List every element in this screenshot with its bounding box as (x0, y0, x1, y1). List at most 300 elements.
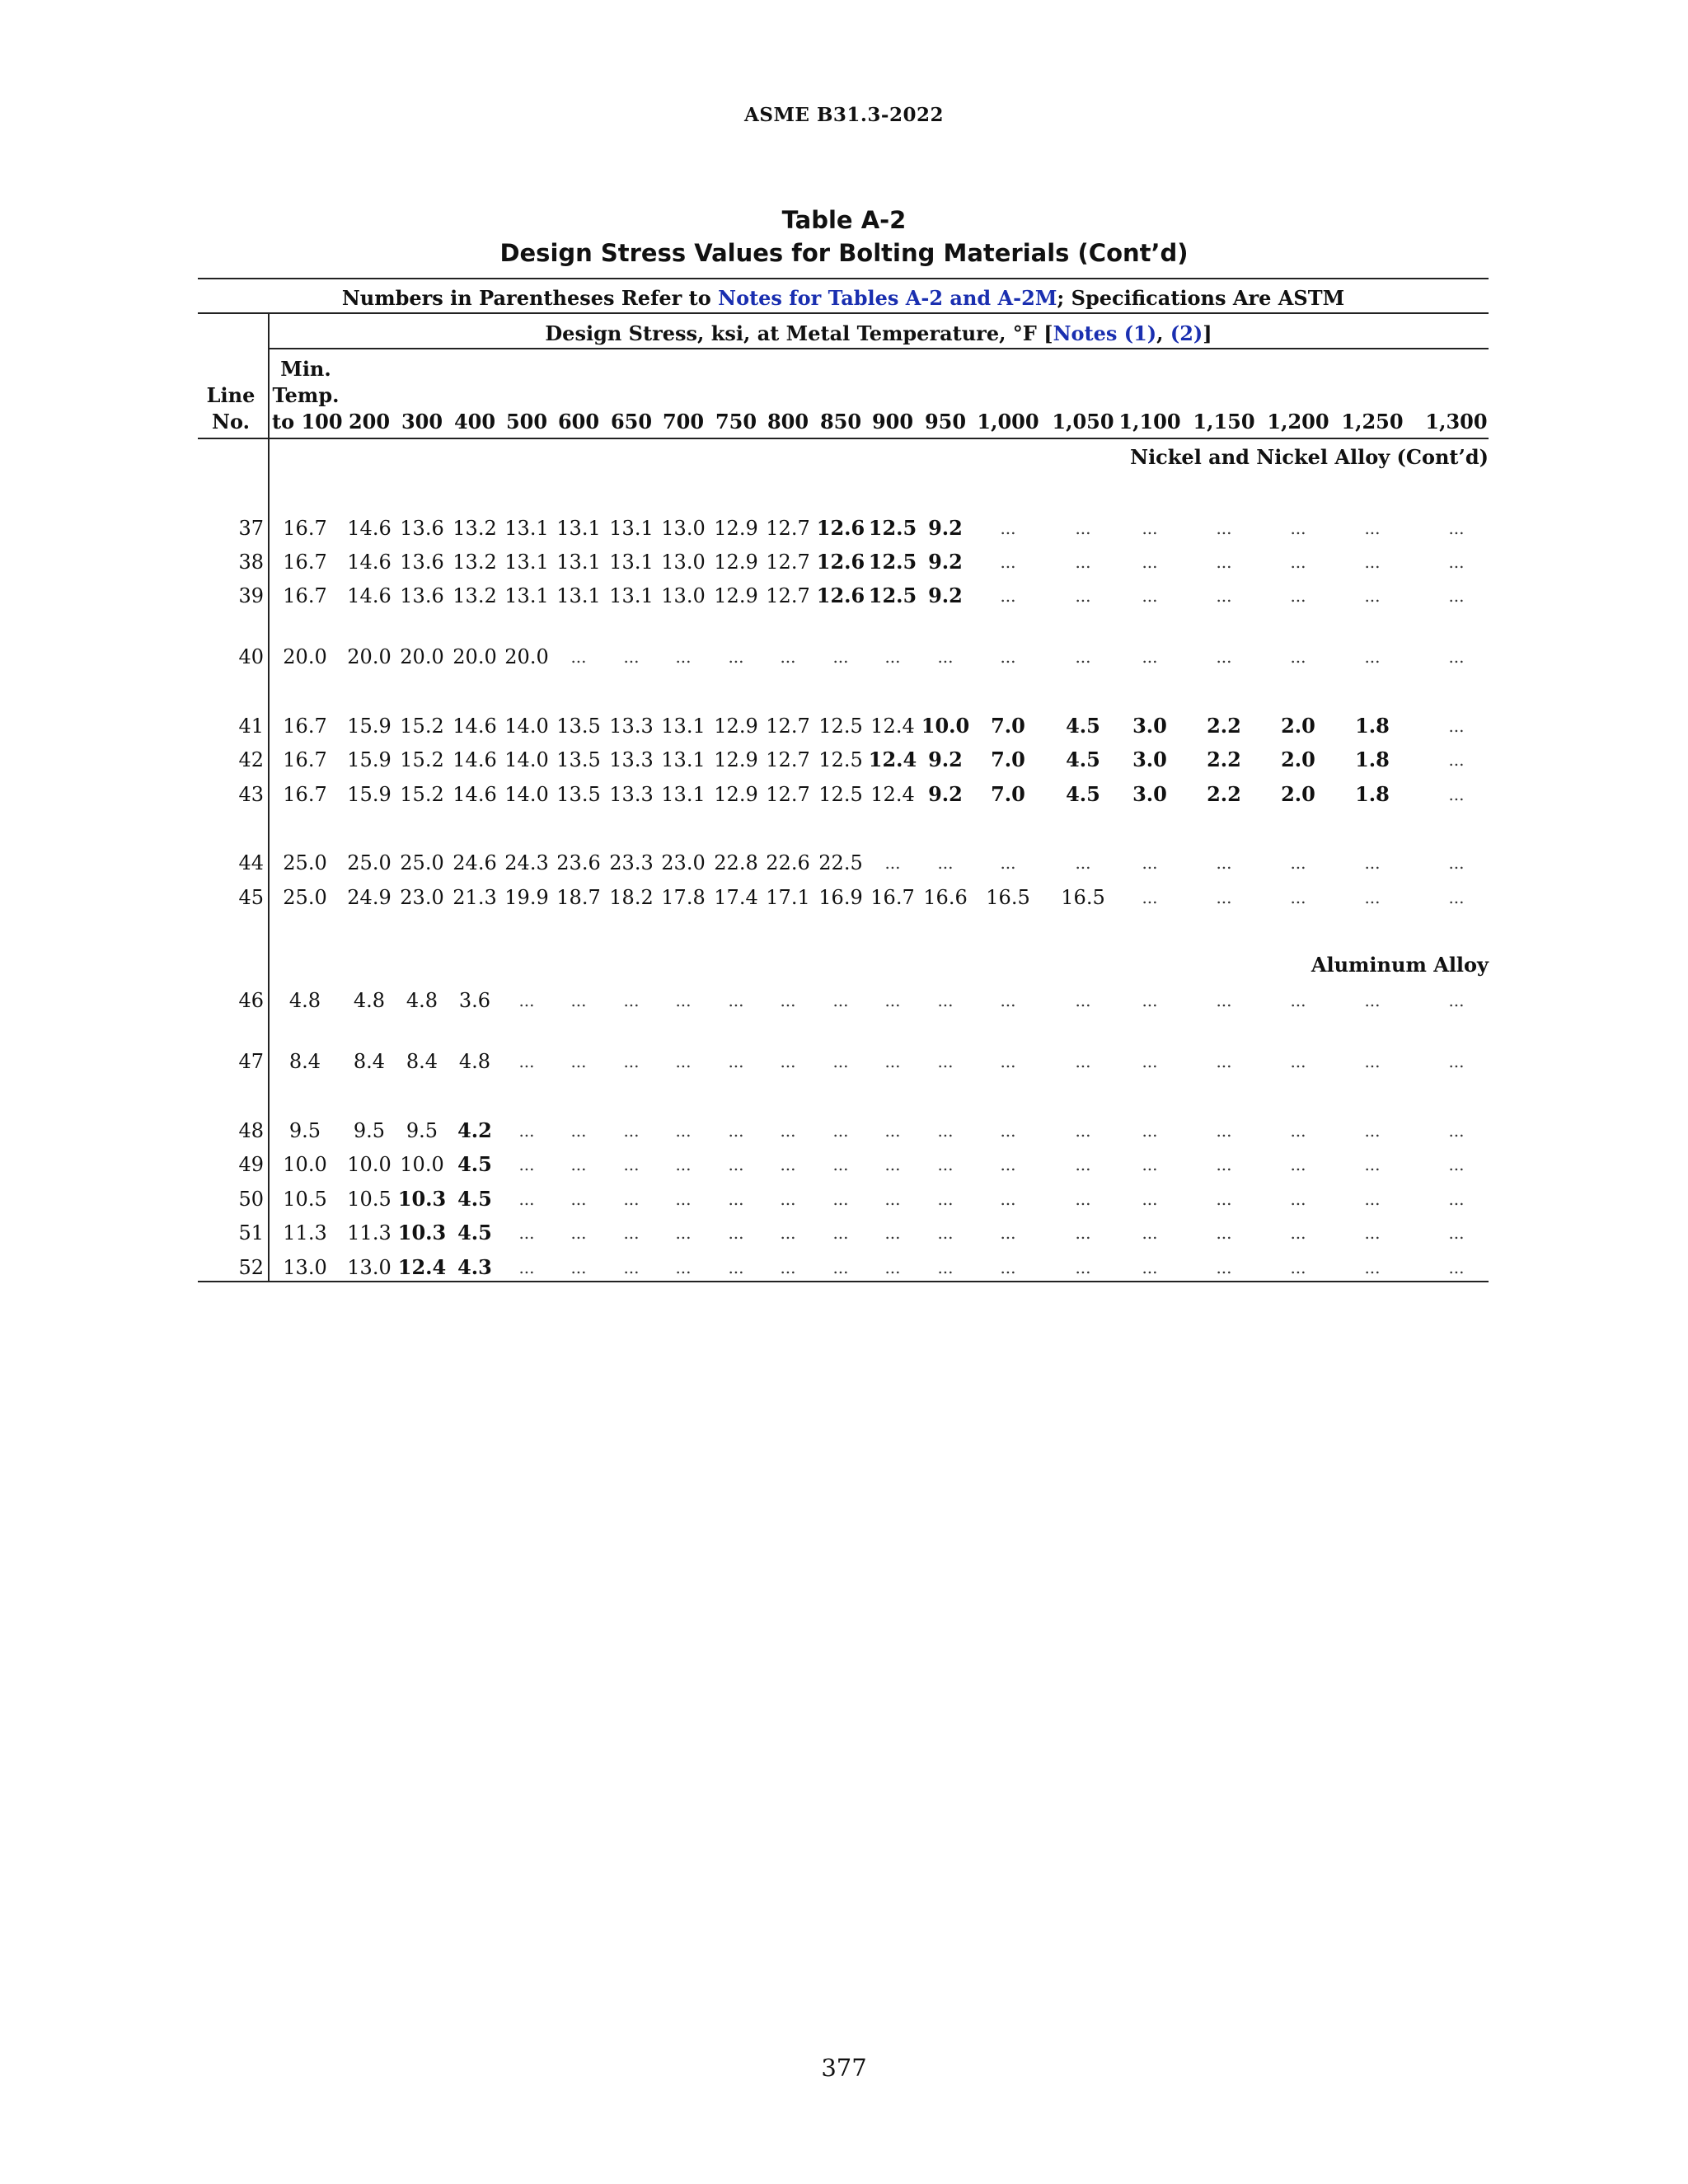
table-cell: 9.2 (928, 583, 963, 607)
table-cell: 7.0 (991, 782, 1025, 806)
min-temp-label-2: Temp. (272, 383, 340, 407)
table-cell: 14.6 (347, 584, 392, 607)
table-cell: 13.3 (609, 748, 654, 771)
table-cell: 12.5 (818, 783, 863, 806)
table-cell: 13.6 (400, 551, 444, 574)
line-number: 39 (238, 584, 264, 607)
table-cell-empty: ... (1290, 991, 1306, 1010)
table-cell-empty: ... (570, 1052, 587, 1071)
table-cell-empty: ... (1448, 716, 1465, 736)
page-number: 377 (821, 2054, 867, 2082)
table-cell-empty: ... (728, 1223, 744, 1243)
table-cell-empty: ... (1364, 1258, 1381, 1277)
table-cell-empty: ... (728, 1189, 744, 1209)
table-cell: 1.8 (1355, 782, 1390, 806)
table-cell: 12.7 (766, 517, 810, 540)
table-cell-empty: ... (1216, 991, 1232, 1010)
notes-reference-row (198, 286, 1489, 310)
table-cell: 10.0 (283, 1153, 327, 1176)
table-cell: 13.6 (400, 584, 444, 607)
table-cell: 24.3 (504, 851, 549, 874)
table-cell: 8.4 (353, 1050, 386, 1073)
column-header-rule (198, 438, 1489, 439)
table-cell-empty: ... (570, 647, 587, 667)
line-no-header (198, 382, 264, 435)
table-cell: 12.7 (766, 715, 810, 738)
temp-header-900: 900 (871, 410, 914, 434)
line-number: 50 (238, 1188, 264, 1211)
table-cell-empty: ... (1216, 1223, 1232, 1243)
table-cell-empty: ... (937, 1189, 954, 1209)
table-cell-empty: ... (832, 1155, 849, 1174)
table-cell: 13.3 (609, 783, 654, 806)
table-cell-empty: ... (937, 1155, 954, 1174)
table-cell-empty: ... (675, 1155, 692, 1174)
table-cell: 12.7 (766, 783, 810, 806)
table-cell: 13.1 (609, 584, 654, 607)
table-cell: 13.2 (452, 551, 497, 574)
table-cell: 25.0 (283, 886, 327, 909)
table-cell-empty: ... (1000, 647, 1016, 667)
table-cell: 20.0 (504, 645, 549, 668)
table-cell: 11.3 (283, 1221, 327, 1244)
table-cell: 9.2 (928, 516, 963, 540)
table-cell-empty: ... (518, 1189, 535, 1209)
table-cell: 12.4 (397, 1255, 447, 1279)
table-cell-empty: ... (1142, 1052, 1158, 1071)
table-cell-empty: ... (675, 1258, 692, 1277)
table-cell-empty: ... (832, 1052, 849, 1071)
table-cell-empty: ... (570, 1121, 587, 1141)
table-cell: 4.5 (1066, 714, 1100, 738)
table-cell: 20.0 (347, 645, 392, 668)
table-cell: 8.4 (406, 1050, 438, 1073)
group-label-aluminum: Aluminum Alloy (1311, 953, 1489, 977)
table-cell-empty: ... (518, 1223, 535, 1243)
table-cell-empty: ... (1216, 647, 1232, 667)
line-no-label-2: No. (212, 410, 250, 434)
table-cell-empty: ... (1142, 888, 1158, 907)
table-number: Table A-2 (781, 206, 907, 234)
table-cell-empty: ... (1448, 586, 1465, 606)
temp-header-1000: 1,000 (977, 410, 1039, 434)
table-cell-empty: ... (1448, 750, 1465, 770)
temp-header-500: 500 (505, 410, 548, 434)
table-cell-empty: ... (1216, 1258, 1232, 1277)
table-cell: 13.1 (661, 783, 706, 806)
table-cell-empty: ... (675, 1223, 692, 1243)
table-cell-empty: ... (1290, 1052, 1306, 1071)
table-cell: 9.2 (928, 550, 963, 574)
table-cell: 4.3 (457, 1255, 492, 1279)
notes-prefix: Numbers in Parentheses Refer to (341, 286, 719, 310)
temp-header-1150: 1,150 (1193, 410, 1255, 434)
table-cell-empty: ... (1075, 991, 1091, 1010)
table-cell: 14.6 (452, 748, 497, 771)
table-cell: 13.2 (452, 584, 497, 607)
table-cell-empty: ... (728, 647, 744, 667)
table-cell-empty: ... (728, 1121, 744, 1141)
table-cell-empty: ... (1142, 552, 1158, 572)
line-number: 46 (238, 989, 264, 1012)
table-cell-empty: ... (1000, 1258, 1016, 1277)
table-cell: 13.1 (504, 517, 549, 540)
table-cell-empty: ... (832, 1189, 849, 1209)
table-cell-empty: ... (1364, 853, 1381, 873)
table-cell: 15.2 (400, 748, 444, 771)
line-number: 42 (238, 748, 264, 771)
table-cell-empty: ... (1142, 1189, 1158, 1209)
table-cell: 20.0 (452, 645, 497, 668)
table-cell-empty: ... (518, 1155, 535, 1174)
table-cell: 10.3 (397, 1221, 447, 1244)
table-cell-empty: ... (1364, 647, 1381, 667)
table-title: Design Stress Values for Bolting Materials (Cont’d) (499, 239, 1189, 267)
table-cell: 16.7 (283, 783, 327, 806)
table-cell-empty: ... (1142, 518, 1158, 538)
table-cell: 4.5 (457, 1152, 492, 1176)
table-cell: 16.7 (870, 886, 915, 909)
table-cell: 13.1 (661, 748, 706, 771)
line-number: 45 (238, 886, 264, 909)
table-cell-empty: ... (1000, 1223, 1016, 1243)
table-cell: 12.7 (766, 748, 810, 771)
table-cell-empty: ... (832, 1223, 849, 1243)
table-cell-empty: ... (1075, 518, 1091, 538)
table-cell-empty: ... (1142, 586, 1158, 606)
table-cell-empty: ... (1216, 1052, 1232, 1071)
table-cell-empty: ... (780, 1121, 796, 1141)
line-number: 40 (238, 645, 264, 668)
table-cell: 13.1 (504, 551, 549, 574)
line-number: 48 (238, 1119, 264, 1142)
table-cell: 3.0 (1132, 782, 1167, 806)
table-cell: 12.9 (714, 748, 758, 771)
table-cell-empty: ... (1364, 552, 1381, 572)
line-number: 51 (238, 1221, 264, 1244)
table-cell-empty: ... (780, 991, 796, 1010)
table-cell-empty: ... (570, 1258, 587, 1277)
table-cell: 12.9 (714, 783, 758, 806)
temp-header-800: 800 (767, 410, 809, 434)
table-cell-empty: ... (728, 1155, 744, 1174)
table-cell-empty: ... (1216, 888, 1232, 907)
table-cell-empty: ... (1075, 1258, 1091, 1277)
table-cell: 2.0 (1281, 748, 1315, 771)
table-cell-empty: ... (1216, 853, 1232, 873)
table-cell: 25.0 (400, 851, 444, 874)
stress-header-prefix: Design Stress, ksi, at Metal Temperature, °F [ (545, 321, 1053, 345)
temp-header-300: 300 (401, 410, 443, 434)
table-cell-empty: ... (1448, 1189, 1465, 1209)
table-cell-empty: ... (675, 647, 692, 667)
table-cell-empty: ... (728, 1052, 744, 1071)
table-cell-empty: ... (1448, 1052, 1465, 1071)
table-cell-empty: ... (728, 1258, 744, 1277)
temp-header-650: 650 (610, 410, 653, 434)
table-cell: 2.0 (1281, 714, 1315, 738)
table-cell-empty: ... (884, 1155, 901, 1174)
table-cell-empty: ... (1075, 586, 1091, 606)
table-cell: 12.5 (868, 516, 917, 540)
table-cell: 2.2 (1207, 714, 1241, 738)
table-cell: 13.5 (556, 748, 601, 771)
table-cell-empty: ... (1000, 853, 1016, 873)
table-cell: 15.9 (347, 783, 392, 806)
table-cell: 10.0 (400, 1153, 444, 1176)
table-cell-empty: ... (570, 1155, 587, 1174)
table-cell-empty: ... (1290, 888, 1306, 907)
table-cell-empty: ... (1290, 1258, 1306, 1277)
table-cell: 24.6 (452, 851, 497, 874)
table-cell-empty: ... (780, 1223, 796, 1243)
table-cell-empty: ... (1216, 586, 1232, 606)
table-cell: 8.4 (288, 1050, 321, 1073)
table-cell-empty: ... (1290, 1223, 1306, 1243)
table-cell-empty: ... (675, 1121, 692, 1141)
table-cell: 15.9 (347, 715, 392, 738)
table-cell: 14.0 (504, 715, 549, 738)
table-cell-empty: ... (1364, 991, 1381, 1010)
table-cell: 4.5 (457, 1187, 492, 1211)
table-cell: 7.0 (991, 714, 1025, 738)
table-cell-empty: ... (937, 853, 954, 873)
line-number: 41 (238, 715, 264, 738)
table-cell-empty: ... (1000, 518, 1016, 538)
table-cell: 4.5 (457, 1221, 492, 1244)
table-cell-empty: ... (1000, 1121, 1016, 1141)
table-cell-empty: ... (623, 991, 640, 1010)
table-cell: 16.7 (283, 584, 327, 607)
min-temp-label-3: to 100 (272, 410, 343, 434)
table-cell-empty: ... (518, 991, 535, 1010)
notes-link[interactable]: Notes for Tables A-2 and A-2M (718, 286, 1057, 310)
table-cell: 25.0 (283, 851, 327, 874)
table-cell-empty: ... (1216, 1121, 1232, 1141)
table-cell-empty: ... (1075, 1155, 1091, 1174)
table-cell: 3.6 (458, 989, 491, 1012)
table-cell-empty: ... (780, 1052, 796, 1071)
table-cell: 12.4 (870, 783, 915, 806)
table-cell: 13.5 (556, 783, 601, 806)
notes-suffix: ; Specifications Are ASTM (1057, 286, 1345, 310)
table-cell-empty: ... (780, 1258, 796, 1277)
table-cell: 10.5 (283, 1188, 327, 1211)
table-cell-empty: ... (1290, 552, 1306, 572)
table-cell: 11.3 (347, 1221, 392, 1244)
line-number: 38 (238, 551, 264, 574)
table-cell-empty: ... (1075, 1189, 1091, 1209)
table-cell-empty: ... (1290, 518, 1306, 538)
table-cell-empty: ... (1216, 1155, 1232, 1174)
table-cell: 7.0 (991, 748, 1025, 771)
table-cell: 13.1 (556, 584, 601, 607)
table-cell-empty: ... (1364, 1155, 1381, 1174)
table-cell: 12.6 (816, 550, 865, 574)
table-cell: 4.5 (1066, 782, 1100, 806)
table-cell: 16.5 (1061, 886, 1105, 909)
table-cell-empty: ... (675, 1052, 692, 1071)
table-cell-empty: ... (1364, 518, 1381, 538)
table-cell-empty: ... (1075, 647, 1091, 667)
table-cell: 13.2 (452, 517, 497, 540)
table-cell: 12.4 (868, 748, 917, 771)
table-cell: 10.0 (921, 714, 970, 738)
table-cell: 14.6 (347, 551, 392, 574)
table-cell-empty: ... (518, 1121, 535, 1141)
table-cell-empty: ... (1290, 853, 1306, 873)
table-cell: 22.5 (818, 851, 863, 874)
temp-header-1250: 1,250 (1341, 410, 1404, 434)
stress-header-rule (268, 348, 1489, 349)
table-cell: 22.6 (766, 851, 810, 874)
table-cell: 23.3 (609, 851, 654, 874)
table-cell-empty: ... (1142, 853, 1158, 873)
table-cell-empty: ... (832, 1258, 849, 1277)
table-cell: 23.6 (556, 851, 601, 874)
table-cell: 1.8 (1355, 748, 1390, 771)
table-cell: 23.0 (661, 851, 706, 874)
table-cell-empty: ... (937, 1052, 954, 1071)
table-cell: 18.2 (609, 886, 654, 909)
group-label-nickel: Nickel and Nickel Alloy (Cont’d) (1130, 445, 1489, 469)
table-cell-empty: ... (1142, 647, 1158, 667)
table-cell-empty: ... (1448, 647, 1465, 667)
table-cell-empty: ... (1448, 991, 1465, 1010)
table-cell: 14.6 (452, 783, 497, 806)
table-cell: 2.2 (1207, 782, 1241, 806)
table-cell-empty: ... (1000, 1052, 1016, 1071)
table-cell-empty: ... (832, 1121, 849, 1141)
table-cell: 10.3 (397, 1187, 447, 1211)
table-cell: 9.5 (353, 1119, 386, 1142)
table-cell: 13.1 (556, 517, 601, 540)
table-cell-empty: ... (623, 1052, 640, 1071)
table-cell: 16.7 (283, 551, 327, 574)
table-cell: 21.3 (452, 886, 497, 909)
table-cell-empty: ... (675, 1189, 692, 1209)
temp-header-1100: 1,100 (1118, 410, 1181, 434)
table-cell: 2.0 (1281, 782, 1315, 806)
notes-1-link[interactable]: Notes (1) (1053, 321, 1157, 345)
table-cell: 9.2 (928, 748, 963, 771)
stress-header-sep: , (1156, 321, 1170, 345)
table-cell: 4.8 (406, 989, 438, 1012)
line-number: 44 (238, 851, 264, 874)
table-cell-empty: ... (1448, 1223, 1465, 1243)
table-cell: 20.0 (283, 645, 327, 668)
table-cell: 13.1 (609, 517, 654, 540)
table-cell: 14.6 (347, 517, 392, 540)
table-cell-empty: ... (1364, 1189, 1381, 1209)
table-cell: 4.2 (457, 1118, 492, 1142)
table-cell: 2.2 (1207, 748, 1241, 771)
notes-2-link[interactable]: (2) (1170, 321, 1203, 345)
table-cell-empty: ... (728, 991, 744, 1010)
table-cell-empty: ... (884, 647, 901, 667)
table-cell: 14.0 (504, 783, 549, 806)
table-cell-empty: ... (884, 991, 901, 1010)
table-cell: 12.7 (766, 551, 810, 574)
table-cell-empty: ... (1364, 1223, 1381, 1243)
table-cell-empty: ... (1448, 518, 1465, 538)
table-cell: 13.1 (661, 715, 706, 738)
table-cell: 16.7 (283, 715, 327, 738)
table-cell: 16.5 (986, 886, 1030, 909)
notes-rule (198, 312, 1489, 314)
table-cell: 4.8 (458, 1050, 491, 1073)
table-cell-empty: ... (884, 1258, 901, 1277)
top-rule (198, 278, 1489, 279)
table-cell: 18.7 (556, 886, 601, 909)
table-cell-empty: ... (884, 1052, 901, 1071)
temp-header-400: 400 (453, 410, 496, 434)
table-cell-empty: ... (1216, 552, 1232, 572)
table-cell-empty: ... (623, 647, 640, 667)
table-cell-empty: ... (1290, 1155, 1306, 1174)
table-cell-empty: ... (1142, 1121, 1158, 1141)
table-cell-empty: ... (832, 991, 849, 1010)
table-cell: 9.2 (928, 782, 963, 806)
table-cell: 13.1 (504, 584, 549, 607)
table-cell-empty: ... (1290, 586, 1306, 606)
table-cell: 13.0 (661, 517, 706, 540)
table-cell-empty: ... (1448, 785, 1465, 804)
table-cell: 12.7 (766, 584, 810, 607)
table-cell: 19.9 (504, 886, 549, 909)
table-cell: 13.1 (556, 551, 601, 574)
table-cell-empty: ... (1364, 1052, 1381, 1071)
table-cell: 3.0 (1132, 714, 1167, 738)
table-cell: 12.9 (714, 517, 758, 540)
min-temp-header (272, 356, 343, 435)
line-number: 52 (238, 1256, 264, 1279)
line-number: 37 (238, 517, 264, 540)
table-cell: 12.5 (818, 748, 863, 771)
table-cell-empty: ... (1075, 1121, 1091, 1141)
table-cell-empty: ... (623, 1223, 640, 1243)
table-cell-empty: ... (884, 1223, 901, 1243)
table-cell-empty: ... (1142, 991, 1158, 1010)
table-cell: 17.1 (766, 886, 810, 909)
temp-header-950: 950 (924, 410, 967, 434)
table-cell-empty: ... (1448, 552, 1465, 572)
table-cell-empty: ... (1364, 888, 1381, 907)
bottom-rule (198, 1281, 1489, 1282)
table-cell: 14.0 (504, 748, 549, 771)
table-cell: 16.9 (818, 886, 863, 909)
table-cell-empty: ... (937, 647, 954, 667)
temp-header-600: 600 (557, 410, 600, 434)
line-no-label-1: Line (206, 383, 256, 407)
table-cell: 1.8 (1355, 714, 1390, 738)
table-cell-empty: ... (1000, 586, 1016, 606)
table-cell-empty: ... (1364, 1121, 1381, 1141)
table-cell-empty: ... (623, 1121, 640, 1141)
table-cell-empty: ... (1075, 1223, 1091, 1243)
temp-header-200: 200 (348, 410, 391, 434)
temp-header-1200: 1,200 (1267, 410, 1329, 434)
table-cell-empty: ... (1448, 888, 1465, 907)
table-cell: 12.5 (868, 583, 917, 607)
stress-header-suffix: ] (1203, 321, 1212, 345)
table-cell-empty: ... (1216, 1189, 1232, 1209)
table-cell: 12.5 (818, 715, 863, 738)
temp-header-850: 850 (819, 410, 862, 434)
table-cell-empty: ... (1075, 552, 1091, 572)
table-cell-empty: ... (518, 1052, 535, 1071)
table-cell: 12.5 (868, 550, 917, 574)
